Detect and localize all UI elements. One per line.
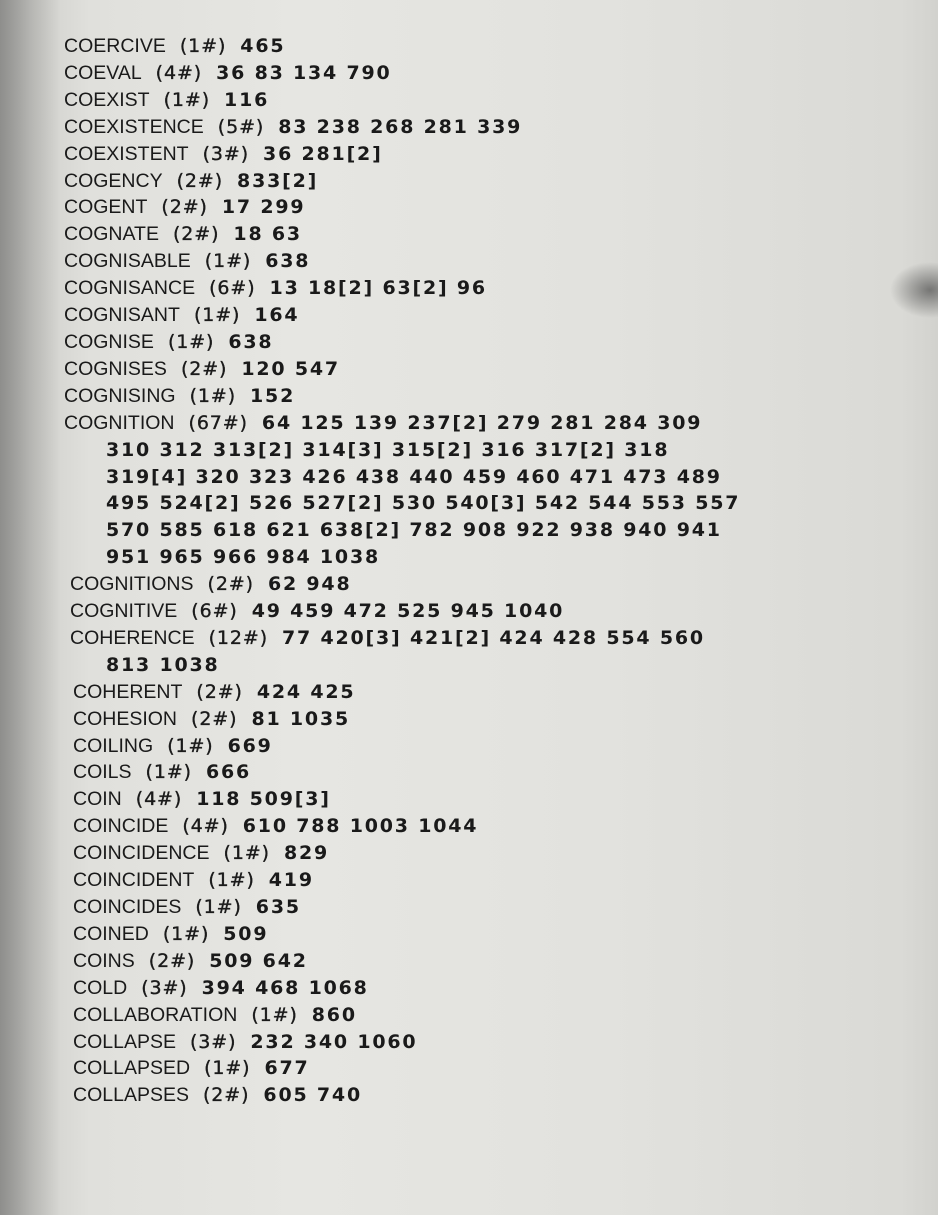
index-entry-continuation: 310 312 313[2] 314[3] 315[2] 316 317[2] 318 — [106, 438, 670, 461]
index-entry: COGNISANCE (6#) 13 18[2] 63[2] 96 — [64, 277, 487, 300]
index-entry: COINCIDENT (1#) 419 — [73, 869, 314, 892]
index-entry-continuation: 813 1038 — [106, 653, 220, 676]
index-entry: COGNISANT (1#) 164 — [64, 304, 300, 327]
index-entry: COILING (1#) 669 — [73, 734, 273, 757]
index-entry: COLLAPSE (3#) 232 340 1060 — [73, 1030, 418, 1053]
index-entry-continuation: 319[4] 320 323 426 438 440 459 460 471 473 489 — [106, 465, 722, 488]
index-entry: COGNATE (2#) 18 63 — [64, 223, 302, 246]
index-entry: COGNISES (2#) 120 547 — [64, 357, 340, 380]
index-entry: COGNITIONS (2#) 62 948 — [70, 573, 352, 596]
index-entry: COHERENT (2#) 424 425 — [73, 680, 356, 703]
index-entry: COINED (1#) 509 — [73, 922, 269, 945]
index-entry: COGENT (2#) 17 299 — [64, 196, 306, 219]
index-entry: COLLAPSES (2#) 605 740 — [73, 1084, 362, 1107]
index-entry: COERCIVE (1#) 465 — [64, 35, 286, 57]
index-entry: COGNITION (67#) 64 125 139 237[2] 279 281 284 309 — [64, 411, 703, 434]
index-entry: COEXIST (1#) 116 — [64, 88, 270, 111]
index-entry: COINCIDE (4#) 610 788 1003 1044 — [73, 815, 479, 838]
index-entry-continuation: 951 965 966 984 1038 — [106, 546, 380, 569]
index-entry: COLLABORATION (1#) 860 — [73, 1003, 357, 1026]
index-entry: COINS (2#) 509 642 — [73, 949, 308, 972]
index-entry: COEXISTENCE (5#) 83 238 268 281 339 — [64, 115, 523, 138]
index-entry: COGNITIVE (6#) 49 459 472 525 945 1040 — [70, 600, 565, 623]
index-entry-continuation: 495 524[2] 526 527[2] 530 540[3] 542 544 553 557 — [106, 492, 741, 515]
index-entry: COLLAPSED (1#) 677 — [73, 1057, 310, 1080]
index-entry: COHESION (2#) 81 1035 — [73, 707, 350, 730]
index-entry: COINCIDES (1#) 635 — [73, 896, 301, 918]
index-entry: COILS (1#) 666 — [73, 761, 252, 784]
page-gutter-shadow — [0, 0, 60, 1215]
index-entry: COIN (4#) 118 509[3] — [73, 788, 331, 811]
index-entry: COEVAL (4#) 36 83 134 790 — [64, 61, 392, 84]
index-entry: COGENCY (2#) 833[2] — [64, 169, 319, 192]
index-entry-continuation: 570 585 618 621 638[2] 782 908 922 938 940 941 — [106, 519, 722, 542]
index-entry: COLD (3#) 394 468 1068 — [73, 976, 369, 999]
index-entry: COINCIDENCE (1#) 829 — [73, 842, 330, 865]
index-entry: COEXISTENT (3#) 36 281[2] — [64, 142, 383, 165]
index-entry: COGNISE (1#) 638 — [64, 330, 274, 353]
index-entry: COGNISABLE (1#) 638 — [64, 250, 311, 273]
word-index-list — [64, 33, 864, 1109]
index-entry: COHERENCE (12#) 77 420[3] 421[2] 424 428 554 560 — [70, 626, 705, 649]
index-entry: COGNISING (1#) 152 — [64, 384, 296, 407]
